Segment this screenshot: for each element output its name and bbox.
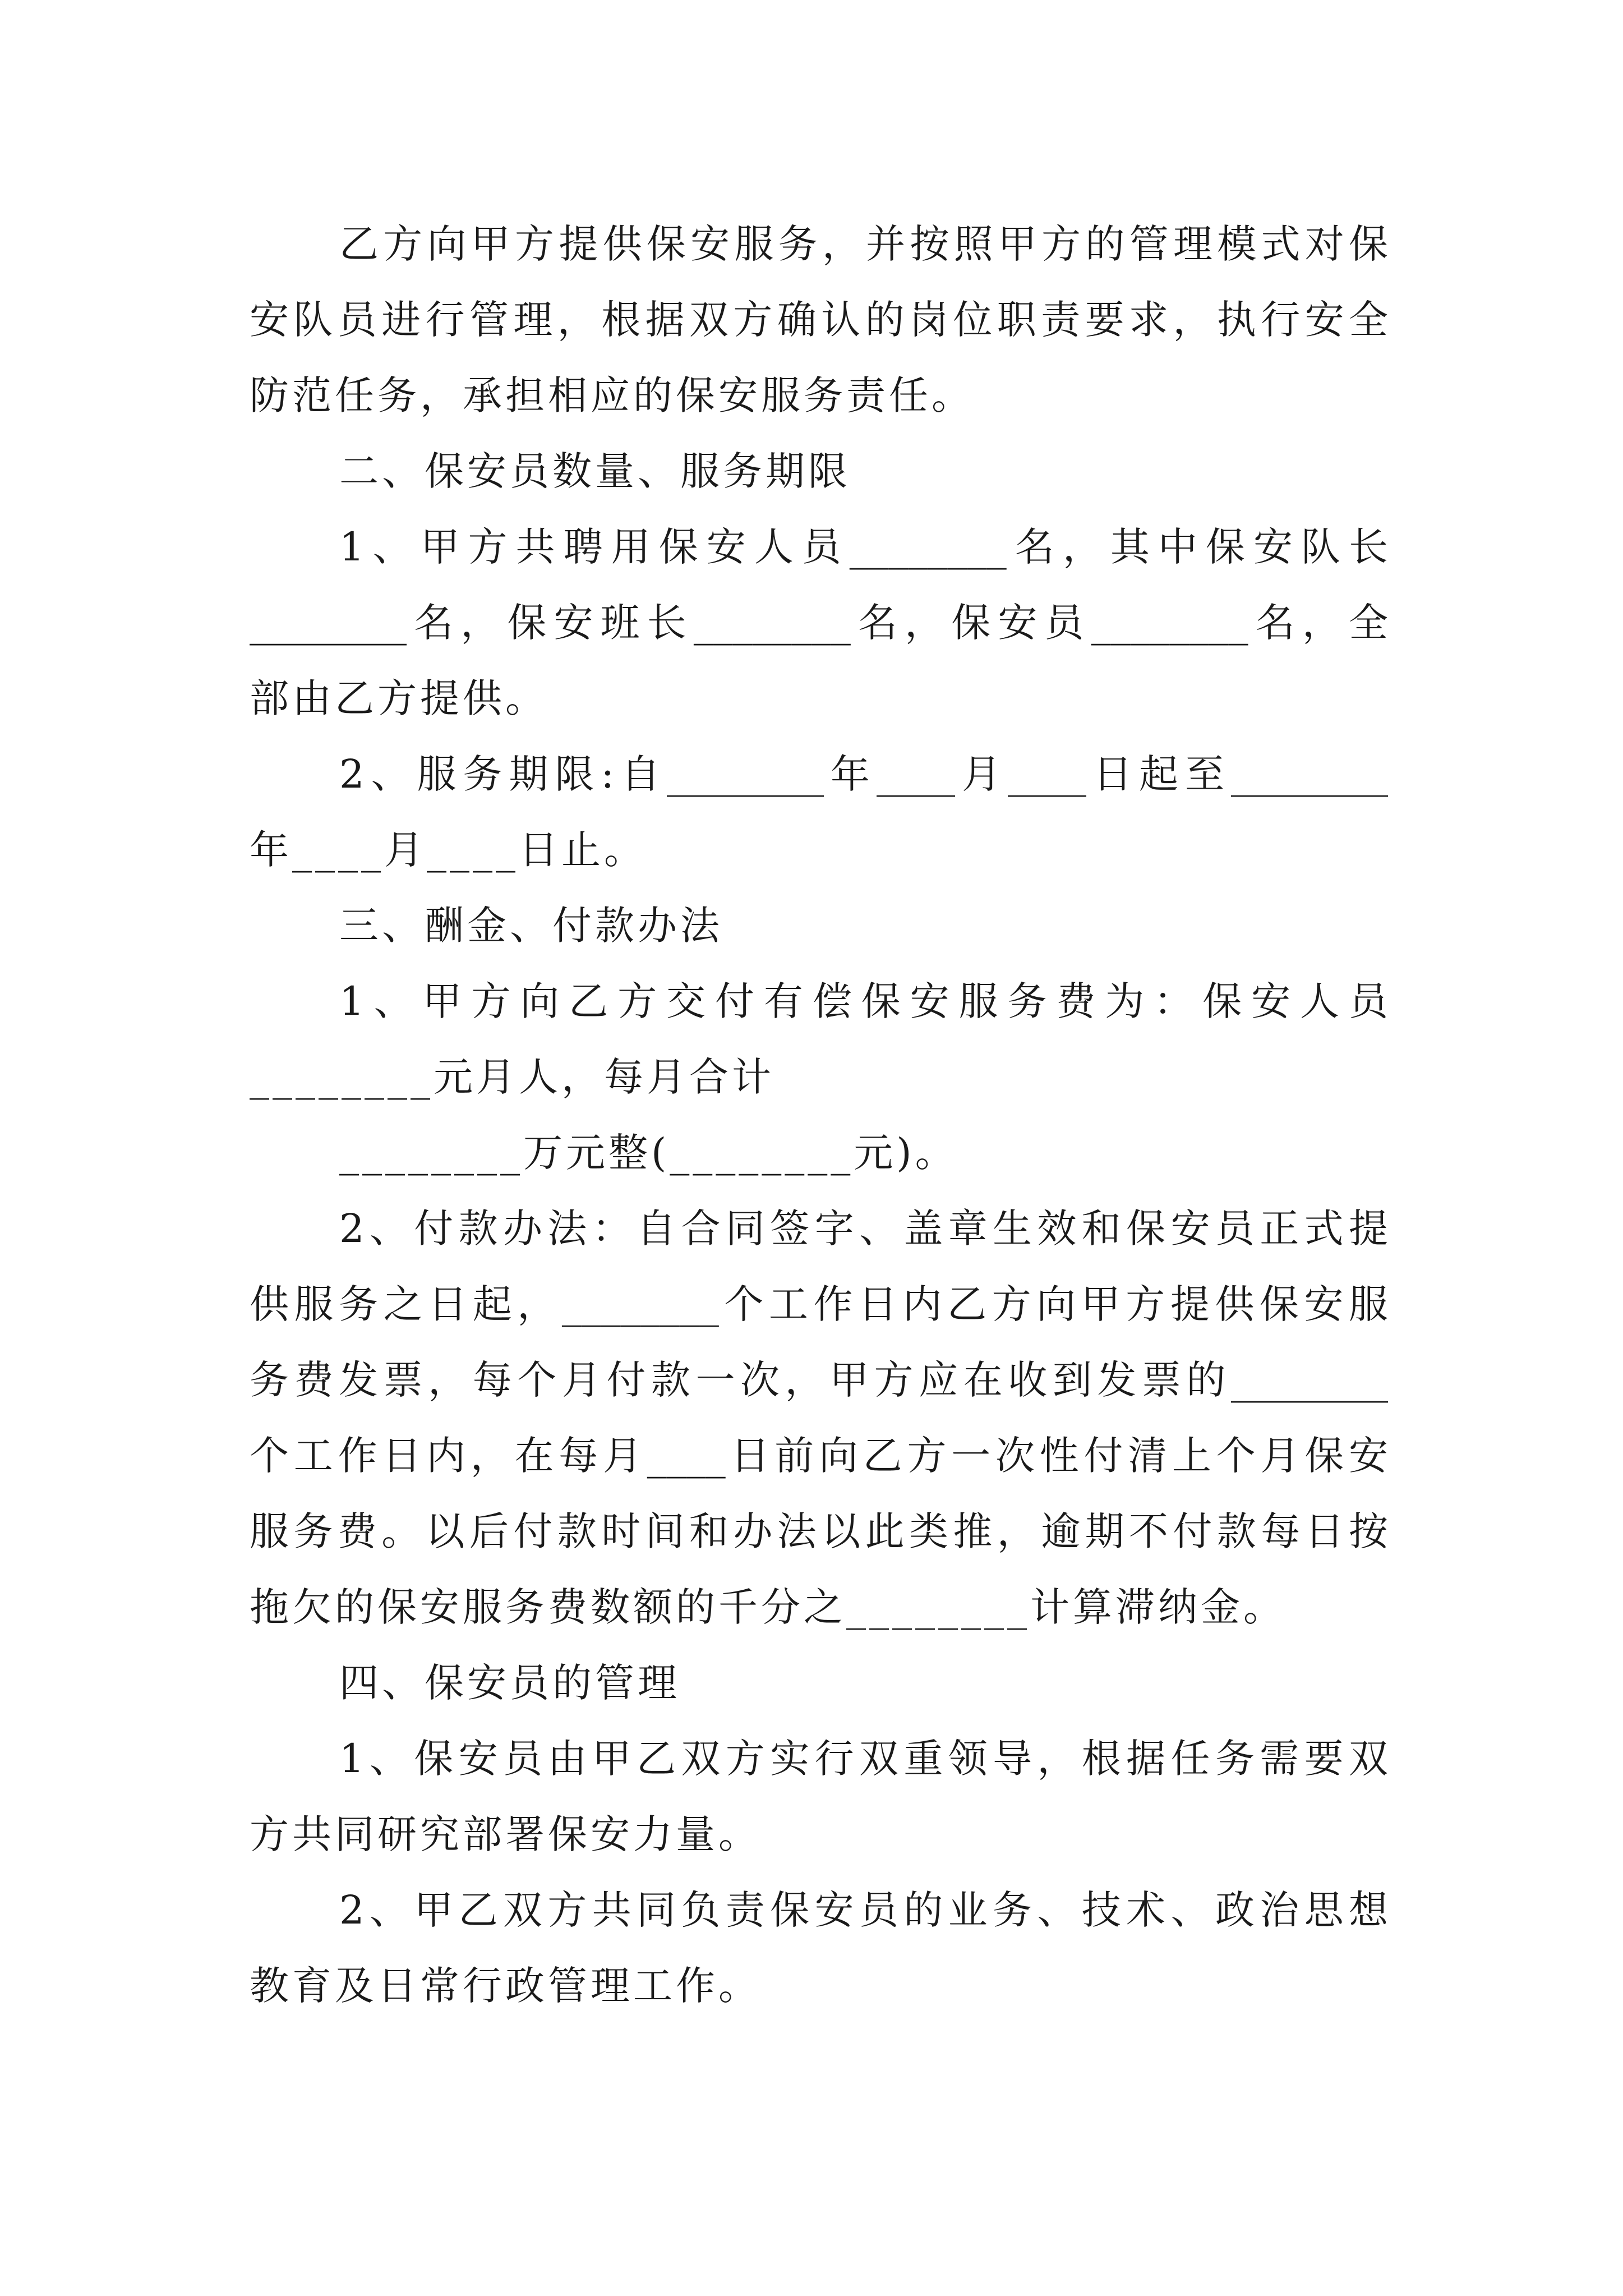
paragraph-line: 2、付款办法：自合同签字、盖章生效和保安员正式提 xyxy=(339,1205,1388,1251)
paragraph-line: 供服务之日起，________个工作日内乙方向甲方提供保安服 xyxy=(250,1281,1388,1327)
paragraph-line: ________万元整(________元)。 xyxy=(339,1130,958,1176)
paragraph-line: 方共同研究部署保安力量。 xyxy=(250,1811,761,1857)
section-heading: 二、保安员数量、服务期限 xyxy=(339,448,851,494)
paragraph-line: 1、甲方向乙方交付有偿保安服务费为：保安人员 xyxy=(339,978,1388,1024)
section-heading: 四、保安员的管理 xyxy=(339,1660,680,1706)
paragraph-line: 部由乙方提供。 xyxy=(250,675,548,721)
paragraph-line: 乙方向甲方提供保安服务，并按照甲方的管理模式对保 xyxy=(339,221,1388,267)
paragraph-line: 年____月____日止。 xyxy=(250,827,647,873)
paragraph-line: 1、保安员由甲乙双方实行双重领导，根据任务需要双 xyxy=(339,1736,1388,1782)
paragraph-line: ________元月人，每月合计 xyxy=(250,1054,774,1100)
paragraph-line: 个工作日内，在每月____日前向乙方一次性付清上个月保安 xyxy=(250,1433,1388,1479)
paragraph-line: 拖欠的保安服务费数额的千分之________计算滞纳金。 xyxy=(250,1584,1286,1630)
paragraph-line: 务费发票，每个月付款一次，甲方应在收到发票的________ xyxy=(250,1357,1388,1403)
paragraph-line: 防范任务，承担相应的保安服务责任。 xyxy=(250,372,974,418)
paragraph-line: 1、甲方共聘用保安人员________名，其中保安队长 xyxy=(339,524,1388,570)
paragraph-line: 2、甲乙双方共同负责保安员的业务、技术、政治思想 xyxy=(339,1887,1388,1933)
paragraph-line: 服务费。以后付款时间和办法以此类推，逾期不付款每日按 xyxy=(250,1508,1388,1554)
paragraph-line: 教育及日常行政管理工作。 xyxy=(250,1963,761,2009)
paragraph-line: 2、服务期限:自________年____月____日起至________ xyxy=(339,751,1388,797)
section-heading: 三、酬金、付款办法 xyxy=(339,903,723,949)
paragraph-line: ________名，保安班长________名，保安员________名，全 xyxy=(250,600,1388,646)
paragraph-line: 安队员进行管理，根据双方确认的岗位职责要求，执行安全 xyxy=(250,297,1388,343)
